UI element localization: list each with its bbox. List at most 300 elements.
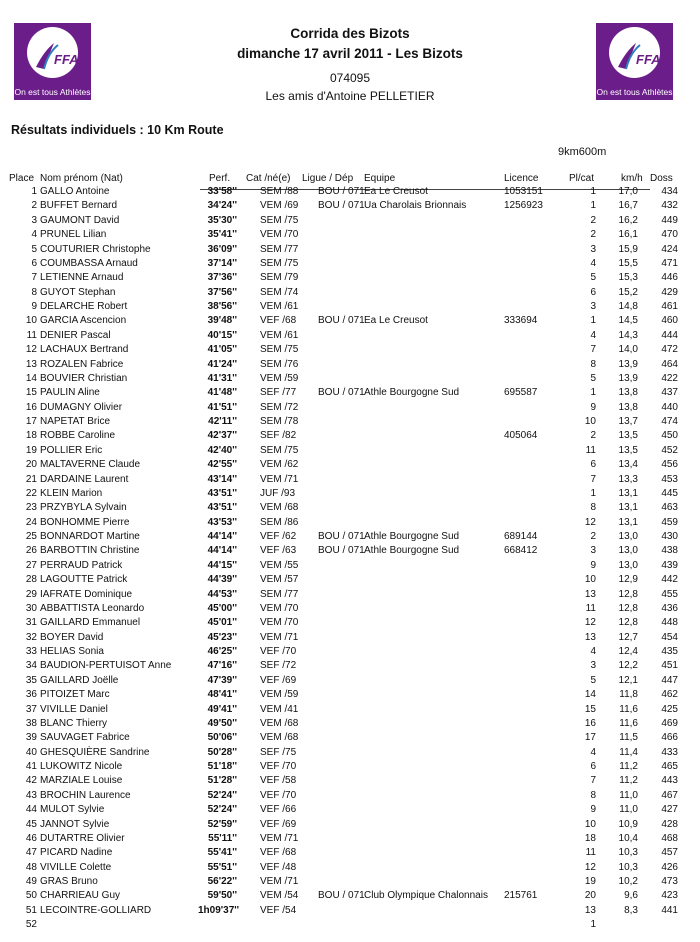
cell-cat: VEF /48 <box>260 861 297 873</box>
cell-name: IAFRATE Dominique <box>40 588 133 600</box>
cell-cat: SEF /77 <box>260 387 297 399</box>
cell-place: 19 <box>25 444 37 456</box>
cell-plcat: 10 <box>584 574 596 586</box>
cell-plcat: 12 <box>584 861 596 873</box>
cell-perf: 43'53'' <box>207 516 237 528</box>
cell-doss: 451 <box>661 660 678 672</box>
cell-kmh: 8,3 <box>624 904 638 916</box>
cell-name: COUTURIER Christophe <box>40 243 151 255</box>
cell-plcat: 2 <box>590 430 596 442</box>
cell-place: 40 <box>25 746 37 758</box>
cell-place: 29 <box>25 588 37 600</box>
table-row <box>0 545 700 559</box>
distance-note: 9km600m <box>558 146 607 158</box>
cell-equipe: Athle Bourgogne Sud <box>364 387 460 399</box>
cell-cat: SEM /78 <box>260 416 299 427</box>
cell-perf: 41'51'' <box>207 401 237 413</box>
cell-plcat: 2 <box>590 214 596 226</box>
table-row <box>0 718 700 732</box>
cell-cat: VEM /70 <box>260 602 299 614</box>
table-row <box>0 229 700 243</box>
cell-equipe: Ua Charolais Brionnais <box>364 200 467 212</box>
cell-perf: 52'24'' <box>207 804 237 816</box>
cell-place: 12 <box>25 344 37 356</box>
table-row <box>0 344 700 358</box>
cell-kmh: 12,8 <box>618 588 638 600</box>
cell-plcat: 15 <box>584 703 596 715</box>
cell-name: DUTARTRE Olivier <box>40 832 125 844</box>
cell-place: 15 <box>25 387 37 399</box>
cell-plcat: 5 <box>590 372 596 384</box>
cell-doss: 422 <box>661 372 678 384</box>
svg-text:FFA: FFA <box>636 52 661 67</box>
cell-doss: 471 <box>661 257 678 269</box>
cell-perf: 44'53'' <box>207 588 237 600</box>
cell-plcat: 4 <box>590 646 596 657</box>
cell-doss: 446 <box>661 272 678 284</box>
cell-cat: VEM /59 <box>260 689 299 701</box>
cell-name: GHESQUIÈRE Sandrine <box>40 746 150 758</box>
cell-doss: 423 <box>661 890 678 902</box>
cell-doss: 438 <box>661 545 678 557</box>
cell-kmh: 16,1 <box>618 229 638 241</box>
cell-plcat: 6 <box>590 459 596 471</box>
cell-doss: 440 <box>661 401 678 413</box>
cell-doss: 465 <box>661 761 678 772</box>
table-row <box>0 258 700 272</box>
cell-cat: JUF /93 <box>260 487 296 499</box>
cell-kmh: 12,1 <box>618 674 638 686</box>
cell-licence: 668412 <box>504 545 538 557</box>
race-code: 074095 <box>329 71 371 85</box>
cell-name: PICARD Nadine <box>40 847 113 859</box>
cell-perf: 45'00'' <box>207 602 237 614</box>
cell-plcat: 13 <box>584 588 596 600</box>
cell-perf: 41'48'' <box>207 387 237 399</box>
race-title: Corrida des Bizots <box>290 26 410 41</box>
cell-cat: VEF /54 <box>260 904 297 916</box>
cell-kmh: 11,6 <box>619 703 638 715</box>
cell-doss: 470 <box>661 229 678 241</box>
cell-place: 52 <box>25 919 37 931</box>
cell-name: BONHOMME Pierre <box>40 516 130 528</box>
cell-plcat: 1 <box>590 387 596 399</box>
cell-plcat: 13 <box>584 904 596 916</box>
cell-doss: 450 <box>661 430 678 442</box>
table-row <box>0 761 700 775</box>
cell-cat: VEM /71 <box>260 473 299 485</box>
cell-name: PAULIN Aline <box>40 387 100 399</box>
cell-doss: 443 <box>661 775 678 787</box>
cell-name: CHARRIEAU Guy <box>40 890 121 902</box>
cell-place: 1 <box>31 186 37 197</box>
cell-place: 49 <box>25 876 37 887</box>
cell-kmh: 14,3 <box>618 329 638 341</box>
logo-tagline: On est tous Athlètes <box>14 87 91 97</box>
cell-cat: VEM /71 <box>260 832 299 844</box>
cell-name: JANNOT Sylvie <box>40 818 110 830</box>
table-row <box>0 890 700 904</box>
cell-kmh: 9,6 <box>624 890 638 902</box>
cell-place: 26 <box>25 545 37 557</box>
cell-plcat: 5 <box>590 272 596 284</box>
cell-kmh: 13,4 <box>618 459 638 471</box>
cell-plcat: 14 <box>584 689 596 701</box>
cell-perf: 52'59'' <box>207 818 237 830</box>
cell-cat: VEF /68 <box>260 315 297 327</box>
cell-place: 2 <box>31 200 37 212</box>
cell-perf: 41'31'' <box>207 372 237 384</box>
table-row <box>0 502 700 516</box>
cell-perf: 37'36'' <box>207 272 237 284</box>
table-row <box>0 689 700 703</box>
cell-perf: 44'39'' <box>207 574 237 586</box>
cell-cat: SEM /77 <box>260 588 299 600</box>
cell-plcat: 7 <box>590 775 596 787</box>
cell-perf: 48'41'' <box>207 689 237 701</box>
cell-cat: SEF /72 <box>260 660 297 672</box>
cell-doss: 426 <box>661 861 678 873</box>
table-row <box>0 847 700 861</box>
table-row <box>0 459 700 473</box>
cell-kmh: 13,0 <box>618 545 638 557</box>
table-row <box>0 244 700 258</box>
cell-place: 46 <box>25 832 37 844</box>
cell-kmh: 12,7 <box>618 631 638 643</box>
cell-kmh: 10,3 <box>618 861 638 873</box>
col-name: Nom prénom (Nat) <box>40 173 123 184</box>
cell-cat: VEM /71 <box>260 631 299 643</box>
cell-plcat: 4 <box>590 746 596 758</box>
cell-kmh: 15,9 <box>618 243 638 255</box>
cell-name: MALTAVERNE Claude <box>40 459 141 471</box>
table-row <box>0 301 700 315</box>
cell-name: GALLO Antoine <box>40 186 110 197</box>
cell-place: 24 <box>25 516 37 528</box>
cell-name: LECOINTRE-GOLLIARD <box>40 904 152 916</box>
cell-perf: 49'41'' <box>207 703 237 715</box>
cell-cat: VEF /70 <box>260 789 297 801</box>
table-row <box>0 704 700 718</box>
cell-kmh: 13,9 <box>618 372 638 384</box>
table-row <box>0 819 700 833</box>
cell-place: 18 <box>25 430 37 442</box>
cell-place: 41 <box>25 761 37 772</box>
cell-name: ROBBE Caroline <box>40 430 116 442</box>
cell-plcat: 1 <box>590 919 596 931</box>
cell-plcat: 2 <box>590 531 596 542</box>
cell-plcat: 3 <box>590 545 596 557</box>
race-date: dimanche 17 avril 2011 - Les Bizots <box>237 46 463 61</box>
cell-licence: 1053151 <box>504 186 543 197</box>
logo-tagline: On est tous Athlètes <box>596 87 673 97</box>
cell-cat: SEM /79 <box>260 272 299 284</box>
cell-plcat: 17 <box>584 732 596 744</box>
cell-place: 47 <box>25 847 37 859</box>
cell-plcat: 6 <box>590 761 596 772</box>
table-row <box>0 603 700 617</box>
table-row <box>0 359 700 373</box>
cell-plcat: 8 <box>590 358 596 370</box>
cell-kmh: 13,1 <box>618 487 638 499</box>
cell-doss: 457 <box>661 847 678 859</box>
cell-perf: 51'28'' <box>207 775 237 787</box>
cell-place: 21 <box>25 473 37 485</box>
cell-kmh: 15,2 <box>618 286 638 298</box>
cell-perf: 37'14'' <box>207 257 237 269</box>
table-row <box>0 876 700 890</box>
cell-plcat: 7 <box>590 344 596 356</box>
table-row <box>0 646 700 660</box>
cell-equipe: Athle Bourgogne Sud <box>364 531 460 542</box>
cell-perf: 42'11'' <box>208 416 237 427</box>
cell-doss: 425 <box>661 703 678 715</box>
cell-place: 45 <box>25 818 37 830</box>
cell-cat: SEM /74 <box>260 286 299 298</box>
cell-kmh: 10,4 <box>618 832 638 844</box>
cell-name: POLLIER Eric <box>40 444 103 456</box>
cell-place: 35 <box>25 674 37 686</box>
cell-plcat: 18 <box>584 832 596 844</box>
cell-cat: VEM /70 <box>260 617 299 629</box>
cell-name: GAUMONT David <box>40 214 120 226</box>
cell-place: 34 <box>25 660 37 672</box>
cell-plcat: 4 <box>590 257 596 269</box>
cell-place: 17 <box>25 416 37 427</box>
col-plcat: Pl/cat <box>569 173 595 184</box>
cell-name: LAGOUTTE Patrick <box>40 574 128 586</box>
cell-plcat: 3 <box>590 301 596 312</box>
cell-perf: 40'15'' <box>207 329 237 341</box>
cell-place: 39 <box>25 732 37 744</box>
cell-kmh: 15,5 <box>618 257 638 269</box>
col-licence: Licence <box>504 173 539 184</box>
cell-plcat: 7 <box>590 473 596 485</box>
cell-kmh: 14,5 <box>618 315 638 327</box>
cell-name: LETIENNE Arnaud <box>40 272 124 284</box>
cell-plcat: 10 <box>584 416 596 427</box>
cell-kmh: 17,0 <box>618 186 638 197</box>
cell-doss: 428 <box>661 818 678 830</box>
table-row <box>0 474 700 488</box>
cell-cat: SEM /77 <box>260 243 299 255</box>
cell-plcat: 16 <box>584 717 596 729</box>
table-row <box>0 186 700 200</box>
cell-doss: 455 <box>661 588 678 600</box>
cell-plcat: 11 <box>585 602 596 614</box>
cell-kmh: 16,2 <box>618 214 638 226</box>
cell-plcat: 9 <box>590 559 596 571</box>
cell-cat: SEM /75 <box>260 444 299 456</box>
cell-place: 42 <box>25 775 37 787</box>
cell-cat: VEM /68 <box>260 502 299 514</box>
cell-kmh: 11,6 <box>619 717 638 729</box>
cell-cat: SEF /82 <box>260 430 297 442</box>
cell-plcat: 5 <box>590 674 596 686</box>
cell-perf: 43'51'' <box>207 487 237 499</box>
cell-name: LACHAUX Bertrand <box>40 344 129 356</box>
cell-plcat: 3 <box>590 243 596 255</box>
table-row <box>0 272 700 286</box>
table-row <box>0 632 700 646</box>
cell-kmh: 11,2 <box>619 761 638 772</box>
table-row <box>0 732 700 746</box>
cell-kmh: 16,7 <box>618 200 638 212</box>
cell-cat: VEM /41 <box>260 703 299 715</box>
cell-cat: VEF /70 <box>260 761 297 772</box>
cell-cat: VEM /54 <box>260 890 299 902</box>
cell-perf: 39'48'' <box>207 315 237 327</box>
cell-ligue: BOU / 071 <box>318 186 365 197</box>
cell-doss: 441 <box>661 904 678 916</box>
cell-place: 20 <box>25 459 37 471</box>
cell-kmh: 12,8 <box>618 617 638 629</box>
cell-name: GAILLARD Joëlle <box>40 674 119 686</box>
cell-cat: VEM /57 <box>260 574 299 586</box>
cell-name: BLANC Thierry <box>40 717 108 729</box>
cell-cat: VEM /59 <box>260 372 299 384</box>
cell-cat: VEM /61 <box>260 301 299 312</box>
table-row <box>0 574 700 588</box>
cell-kmh: 11,2 <box>619 775 638 787</box>
cell-place: 28 <box>25 574 37 586</box>
cell-plcat: 12 <box>584 516 596 528</box>
cell-plcat: 11 <box>585 444 596 456</box>
cell-equipe: Club Olympique Chalonnais <box>364 890 488 902</box>
cell-doss: 436 <box>661 602 678 614</box>
cell-name: HELIAS Sonia <box>40 646 104 657</box>
cell-name: PITOIZET Marc <box>40 689 110 701</box>
cell-name: MARZIALE Louise <box>40 775 123 787</box>
cell-kmh: 10,3 <box>618 847 638 859</box>
cell-kmh: 13,8 <box>618 387 638 399</box>
cell-name: KLEIN Marion <box>40 487 103 499</box>
cell-doss: 433 <box>661 746 678 758</box>
cell-doss: 468 <box>661 832 678 844</box>
cell-plcat: 6 <box>590 286 596 298</box>
cell-licence: 689144 <box>504 531 538 542</box>
cell-doss: 461 <box>661 301 678 312</box>
cell-licence: 405064 <box>504 430 538 442</box>
cell-name: PERRAUD Patrick <box>40 559 123 571</box>
cell-doss: 462 <box>661 689 678 701</box>
cell-name: COUMBASSA Arnaud <box>40 257 138 269</box>
cell-place: 43 <box>25 789 37 801</box>
table-row <box>0 790 700 804</box>
cell-perf: 35'30'' <box>207 214 237 226</box>
cell-kmh: 14,8 <box>618 301 638 312</box>
cell-doss: 439 <box>661 559 678 571</box>
col-kmh: km/h <box>621 173 643 184</box>
table-row <box>0 215 700 229</box>
cell-place: 7 <box>31 272 37 284</box>
cell-kmh: 14,0 <box>618 344 638 356</box>
cell-place: 48 <box>25 861 37 873</box>
cell-kmh: 15,3 <box>618 272 638 284</box>
cell-name: DUMAGNY Olivier <box>40 401 123 413</box>
cell-place: 36 <box>25 689 37 701</box>
col-ligue: Ligue / Dép <box>302 173 354 184</box>
cell-perf: 43'51'' <box>207 502 237 514</box>
cell-cat: SEM /86 <box>260 516 299 528</box>
cell-place: 27 <box>25 559 37 571</box>
cell-name: VIVILLE Daniel <box>40 703 108 715</box>
table-row <box>0 589 700 603</box>
cell-name: BARBOTTIN Christine <box>40 545 140 557</box>
cell-place: 22 <box>25 487 37 499</box>
cell-cat: SEM /75 <box>260 344 299 356</box>
cell-name: VIVILLE Colette <box>40 861 112 873</box>
cell-perf: 50'06'' <box>207 732 237 744</box>
cell-cat: VEM /68 <box>260 732 299 744</box>
cell-perf: 37'56'' <box>207 286 237 298</box>
cell-name: BROCHIN Laurence <box>40 789 131 801</box>
cell-perf: 49'50'' <box>207 717 237 729</box>
cell-place: 8 <box>31 286 37 298</box>
cell-cat: SEM /88 <box>260 186 299 197</box>
cell-doss: 460 <box>661 315 678 327</box>
cell-doss: 424 <box>661 243 678 255</box>
cell-licence: 333694 <box>504 315 538 327</box>
cell-cat: VEF /70 <box>260 646 297 657</box>
cell-cat: VEM /55 <box>260 559 299 571</box>
cell-doss: 452 <box>661 444 678 456</box>
cell-kmh: 13,5 <box>618 444 638 456</box>
cell-plcat: 9 <box>590 804 596 816</box>
cell-plcat: 8 <box>590 789 596 801</box>
cell-perf: 50'28'' <box>207 746 237 758</box>
table-row <box>0 617 700 631</box>
cell-doss: 444 <box>661 329 678 341</box>
cell-perf: 36'09'' <box>207 243 237 255</box>
cell-name: GRAS Bruno <box>40 876 98 887</box>
cell-name: MULOT Sylvie <box>40 804 105 816</box>
cell-ligue: BOU / 071 <box>318 315 365 327</box>
organizer: Les amis d'Antoine PELLETIER <box>265 89 435 103</box>
cell-cat: SEM /75 <box>260 257 299 269</box>
table-row <box>0 430 700 444</box>
cell-cat: VEF /63 <box>260 545 297 557</box>
cell-doss: 442 <box>661 574 678 586</box>
cell-perf: 1h09'37'' <box>198 904 240 916</box>
table-row <box>0 402 700 416</box>
cell-cat: VEM /69 <box>260 200 299 212</box>
cell-place: 4 <box>31 229 37 241</box>
cell-name: DELARCHE Robert <box>40 301 128 312</box>
cell-cat: VEF /69 <box>260 674 297 686</box>
cell-doss: 456 <box>661 459 678 471</box>
cell-plcat: 3 <box>590 660 596 672</box>
table-row <box>0 560 700 574</box>
cell-licence: 215761 <box>504 890 538 902</box>
cell-perf: 38'56'' <box>207 301 237 312</box>
cell-kmh: 13,7 <box>618 416 638 427</box>
cell-place: 14 <box>25 372 37 384</box>
cell-name: BUFFET Bernard <box>40 200 118 212</box>
cell-kmh: 12,9 <box>618 574 638 586</box>
cell-doss: 427 <box>661 804 678 816</box>
results-table <box>0 186 700 934</box>
cell-kmh: 13,1 <box>618 502 638 514</box>
cell-cat: VEM /61 <box>260 329 299 341</box>
cell-ligue: BOU / 071 <box>318 545 365 557</box>
cell-doss: 454 <box>661 631 678 643</box>
cell-name: GAILLARD Emmanuel <box>40 617 141 629</box>
cell-doss: 437 <box>661 387 678 399</box>
cell-doss: 472 <box>661 344 678 356</box>
cell-perf: 51'18'' <box>207 761 237 772</box>
table-row <box>0 660 700 674</box>
